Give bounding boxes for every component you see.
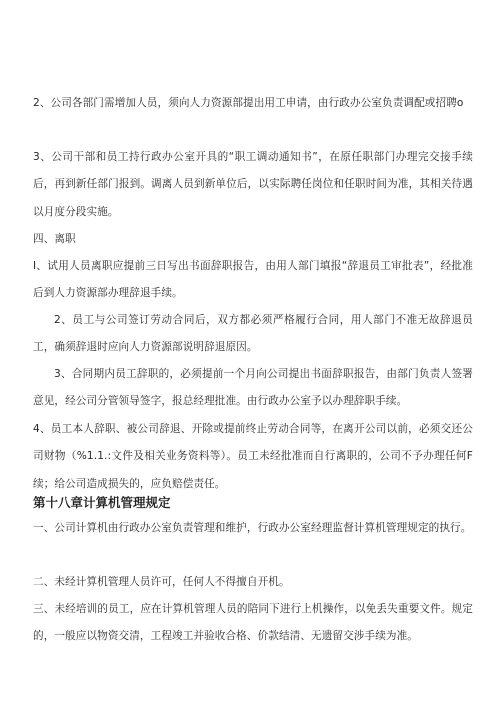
paragraph-return-property: 4、员工本人辞职、被公司辞退、开除或提前终止劳动合同等，在离开公司以前，必须交还公司财物（%1.1.:文件及相关业务资料等）。员工未经批准而自行离职的，公司不予办理任何F续；给公司造成损失的，应负赔偿责任。 [33, 423, 473, 490]
chapter-title: 第十八章计算机管理规定 [33, 495, 171, 510]
section-heading-resignation: 四、离职 [33, 233, 76, 245]
paragraph-probation-resign: I、试用人员离职应提前三日写出书面辞职报告，由用人部门填报“辞退员工审批表”，经批准后到人力资源部办理辞退手续。 [33, 260, 473, 300]
paragraph-staff-request: 2、公司各部门需增加人员，须向人力资源部提出用工申请，由行政办公室负责调配或招聘o [33, 97, 464, 109]
paragraph-contract-dismissal: 2、员工与公司签订劳动合同后，双方都必须严格履行合同，用人部门不准无故辞退员工，确须辞退时应向人力资源部说明辞退原因。 [33, 314, 473, 354]
rule-training: 三、未经培训的员工，应在计算机管理人员的陪同下进行上机操作，以免丢失重要文件。规定的，一般应以物资交清，工程竣工并验收合格、价款结清、无遗留交涉手续为准。 [33, 603, 473, 643]
paragraph-transfer: 3、公司干部和员工持行政办公室开具的“职工调动通知书”，在原任职部门办理完交接手续后，再到新任部门报到。调离人员到新单位后，以实际聘任岗位和任职时间为准，其相关待遇以月度分段实施。 [33, 151, 473, 218]
paragraph-contract-resign: 3、合同期内员工辞职的，必须提前一个月向公司提出书面辞职报告，由部门负责人签署意见，经公司分管领导签字，报总经理批准。由行政办公室予以办理辞职手续。 [33, 368, 473, 408]
rule-permission: 二、未经计算机管理人员许可，任何人不得擅自开机。 [33, 576, 290, 588]
rule-management: 一、公司计算机由行政办公室负责管理和维护，行政办公室经理监督计算机管理规定的执行。 [33, 522, 472, 534]
